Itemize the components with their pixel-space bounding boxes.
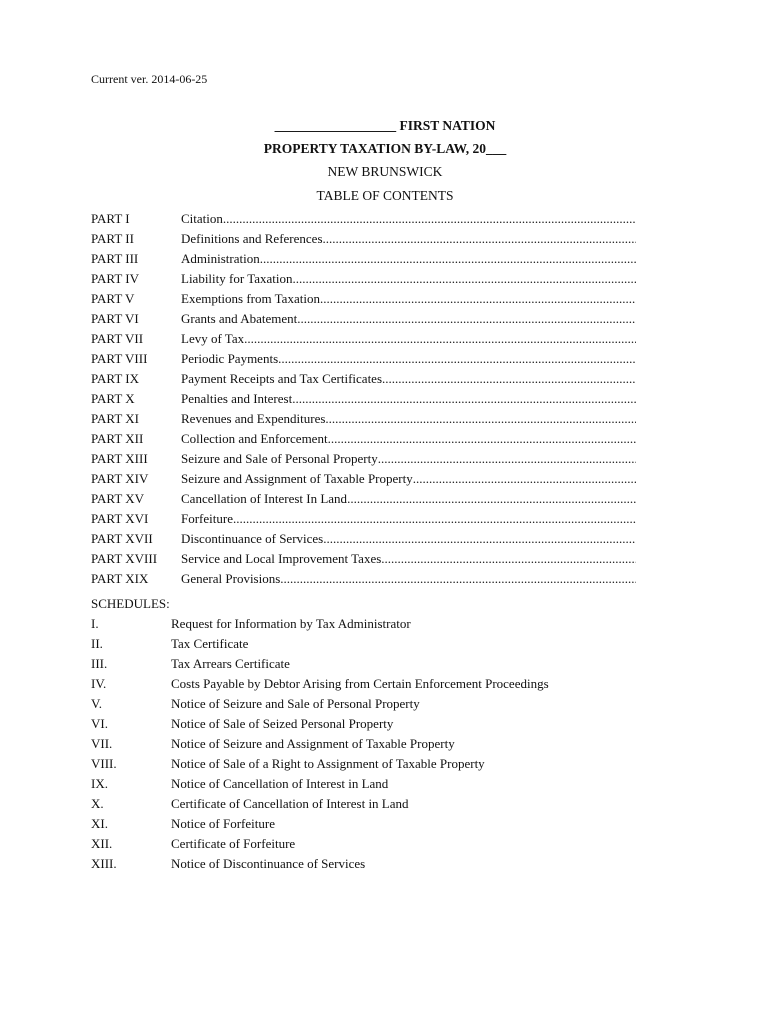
toc-row — [91, 549, 636, 569]
toc-entry — [181, 369, 636, 389]
toc-part-number: PART XVI — [91, 511, 149, 526]
toc-dot-leader — [278, 349, 636, 369]
toc-entry — [181, 449, 636, 469]
toc-row — [91, 509, 636, 529]
schedule-number: V. — [91, 696, 102, 711]
toc-dot-leader — [323, 229, 636, 249]
schedule-title: Certificate of Cancellation of Interest in Land — [171, 796, 409, 811]
toc-entry-title: Exemptions from Taxation — [181, 291, 320, 306]
schedule-number: VI. — [91, 716, 108, 731]
toc-dot-leader — [292, 389, 636, 409]
schedule-number: VIII. — [91, 756, 117, 771]
toc-part-number: PART XII — [91, 431, 144, 446]
schedule-title: Notice of Forfeiture — [171, 816, 275, 831]
toc-entry-title: Discontinuance of Services — [181, 531, 324, 546]
schedule-title: Certificate of Forfeiture — [171, 836, 296, 851]
toc-entry — [181, 269, 636, 289]
toc-entry-title: Citation — [181, 211, 223, 226]
toc-entry — [181, 289, 636, 309]
toc-entry-title: Penalties and Interest — [181, 391, 293, 406]
toc-part-number: PART XVIII — [91, 551, 158, 566]
schedule-title: Tax Arrears Certificate — [171, 656, 290, 671]
toc-entry-title: Payment Receipts and Tax Certificates — [181, 371, 383, 386]
schedule-title: Notice of Seizure and Assignment of Taxable Property — [171, 736, 455, 751]
toc-entry — [181, 469, 636, 489]
toc-row — [91, 409, 636, 429]
toc-part-number: PART VIII — [91, 351, 148, 366]
schedule-row — [91, 714, 651, 734]
toc-entry-title: Cancellation of Interest In Land — [181, 491, 348, 506]
schedule-row — [91, 694, 651, 714]
toc-entry — [181, 489, 636, 509]
toc-part-number: PART II — [91, 231, 134, 246]
schedule-title: Notice of Seizure and Sale of Personal Property — [171, 696, 420, 711]
toc-dot-leader — [381, 549, 636, 569]
first-nation-heading: __________________ FIRST NATION — [274, 118, 496, 133]
toc-entry — [181, 229, 636, 249]
bylaw-title: PROPERTY TAXATION BY-LAW, 20___ — [263, 141, 507, 156]
schedule-number: XIII. — [91, 856, 117, 871]
toc-dot-leader — [233, 509, 636, 529]
toc-entry-title: Liability for Taxation — [181, 271, 293, 286]
toc-entry — [181, 509, 636, 529]
toc-part-number: PART X — [91, 391, 135, 406]
toc-dot-leader — [320, 289, 636, 309]
toc-row — [91, 329, 636, 349]
schedule-row — [91, 674, 651, 694]
schedule-title: Notice of Cancellation of Interest in Land — [171, 776, 389, 791]
schedule-row — [91, 754, 651, 774]
toc-entry — [181, 549, 636, 569]
toc-dot-leader — [280, 569, 636, 589]
toc-entry-title: Administration — [181, 251, 260, 266]
toc-dot-leader — [382, 369, 636, 389]
schedule-row — [91, 734, 651, 754]
toc-dot-leader — [244, 329, 636, 349]
toc-part-number: PART VI — [91, 311, 139, 326]
schedule-row — [91, 794, 651, 814]
schedule-title: Costs Payable by Debtor Arising from Certain Enforcement Proceedings — [171, 676, 549, 691]
toc-row — [91, 429, 636, 449]
toc-row — [91, 389, 636, 409]
toc-dot-leader — [223, 209, 636, 229]
schedule-number: XI. — [91, 816, 108, 831]
toc-row — [91, 529, 636, 549]
toc-dot-leader — [260, 249, 636, 269]
toc-entry-title: Revenues and Expenditures — [181, 411, 326, 426]
toc-row — [91, 489, 636, 509]
schedule-number: VII. — [91, 736, 113, 751]
toc-entry-title: Seizure and Assignment of Taxable Property — [181, 471, 413, 486]
toc-row — [91, 369, 636, 389]
toc-dot-leader — [293, 269, 637, 289]
toc-row — [91, 209, 636, 229]
toc-entry — [181, 249, 636, 269]
toc-entry — [181, 209, 636, 229]
toc-row — [91, 289, 636, 309]
toc-entry — [181, 409, 636, 429]
toc-part-number: PART III — [91, 251, 139, 266]
province-heading: NEW BRUNSWICK — [327, 164, 443, 179]
toc-dot-leader — [297, 309, 636, 329]
schedule-number: X. — [91, 796, 104, 811]
toc-row — [91, 309, 636, 329]
toc-row — [91, 469, 636, 489]
toc-entry-title: General Provisions — [181, 571, 281, 586]
schedule-row — [91, 774, 651, 794]
toc-part-number: PART XIV — [91, 471, 149, 486]
toc-part-number: PART VII — [91, 331, 144, 346]
toc-part-number: PART XV — [91, 491, 145, 506]
schedule-row — [91, 854, 651, 874]
schedules-heading: SCHEDULES: — [91, 596, 170, 611]
toc-dot-leader — [328, 429, 636, 449]
toc-heading: TABLE OF CONTENTS — [316, 188, 454, 203]
toc-entry-title: Seizure and Sale of Personal Property — [181, 451, 378, 466]
toc-row — [91, 349, 636, 369]
toc-entry-title: Definitions and References — [181, 231, 323, 246]
toc-part-number: PART XIII — [91, 451, 148, 466]
version-label: Current ver. 2014-06-25 — [91, 72, 208, 86]
toc-part-number: PART IV — [91, 271, 139, 286]
schedule-row — [91, 614, 651, 634]
toc-entry — [181, 329, 636, 349]
toc-row — [91, 449, 636, 469]
schedule-number: IV. — [91, 676, 107, 691]
toc-entry — [181, 309, 636, 329]
toc-part-number: PART I — [91, 211, 130, 226]
toc-dot-leader — [325, 409, 636, 429]
toc-entry — [181, 569, 636, 589]
toc-dot-leader — [378, 449, 636, 469]
toc-row — [91, 569, 636, 589]
toc-row — [91, 269, 636, 289]
schedule-number: II. — [91, 636, 103, 651]
schedule-row — [91, 814, 651, 834]
toc-dot-leader — [347, 489, 636, 509]
toc-row — [91, 249, 636, 269]
toc-part-number: PART XI — [91, 411, 139, 426]
toc-entry-title: Levy of Tax — [181, 331, 245, 346]
toc-entry — [181, 349, 636, 369]
schedule-title: Notice of Sale of Seized Personal Property — [171, 716, 394, 731]
toc-entry-title: Periodic Payments — [181, 351, 279, 366]
toc-part-number: PART IX — [91, 371, 139, 386]
toc-dot-leader — [323, 529, 636, 549]
toc-entry — [181, 389, 636, 409]
schedule-number: IX. — [91, 776, 108, 791]
toc-entry-title: Service and Local Improvement Taxes — [181, 551, 382, 566]
schedule-row — [91, 634, 651, 654]
toc-entry-title: Forfeiture — [181, 511, 233, 526]
schedule-number: I. — [91, 616, 99, 631]
schedules-list — [91, 614, 651, 874]
schedule-title: Notice of Discontinuance of Services — [171, 856, 366, 871]
toc-part-number: PART V — [91, 291, 135, 306]
schedule-row — [91, 834, 651, 854]
toc-dot-leader — [413, 469, 636, 489]
table-of-contents — [91, 209, 636, 589]
schedule-title: Tax Certificate — [171, 636, 249, 651]
toc-part-number: PART XVII — [91, 531, 153, 546]
toc-entry — [181, 429, 636, 449]
schedule-title: Notice of Sale of a Right to Assignment of Taxable Property — [171, 756, 485, 771]
toc-entry — [181, 529, 636, 549]
toc-entry-title: Collection and Enforcement — [181, 431, 328, 446]
toc-entry-title: Grants and Abatement — [181, 311, 298, 326]
schedule-row — [91, 654, 651, 674]
schedule-number: XII. — [91, 836, 113, 851]
schedule-title: Request for Information by Tax Administrator — [171, 616, 411, 631]
toc-part-number: PART XIX — [91, 571, 149, 586]
schedule-number: III. — [91, 656, 108, 671]
toc-row — [91, 229, 636, 249]
